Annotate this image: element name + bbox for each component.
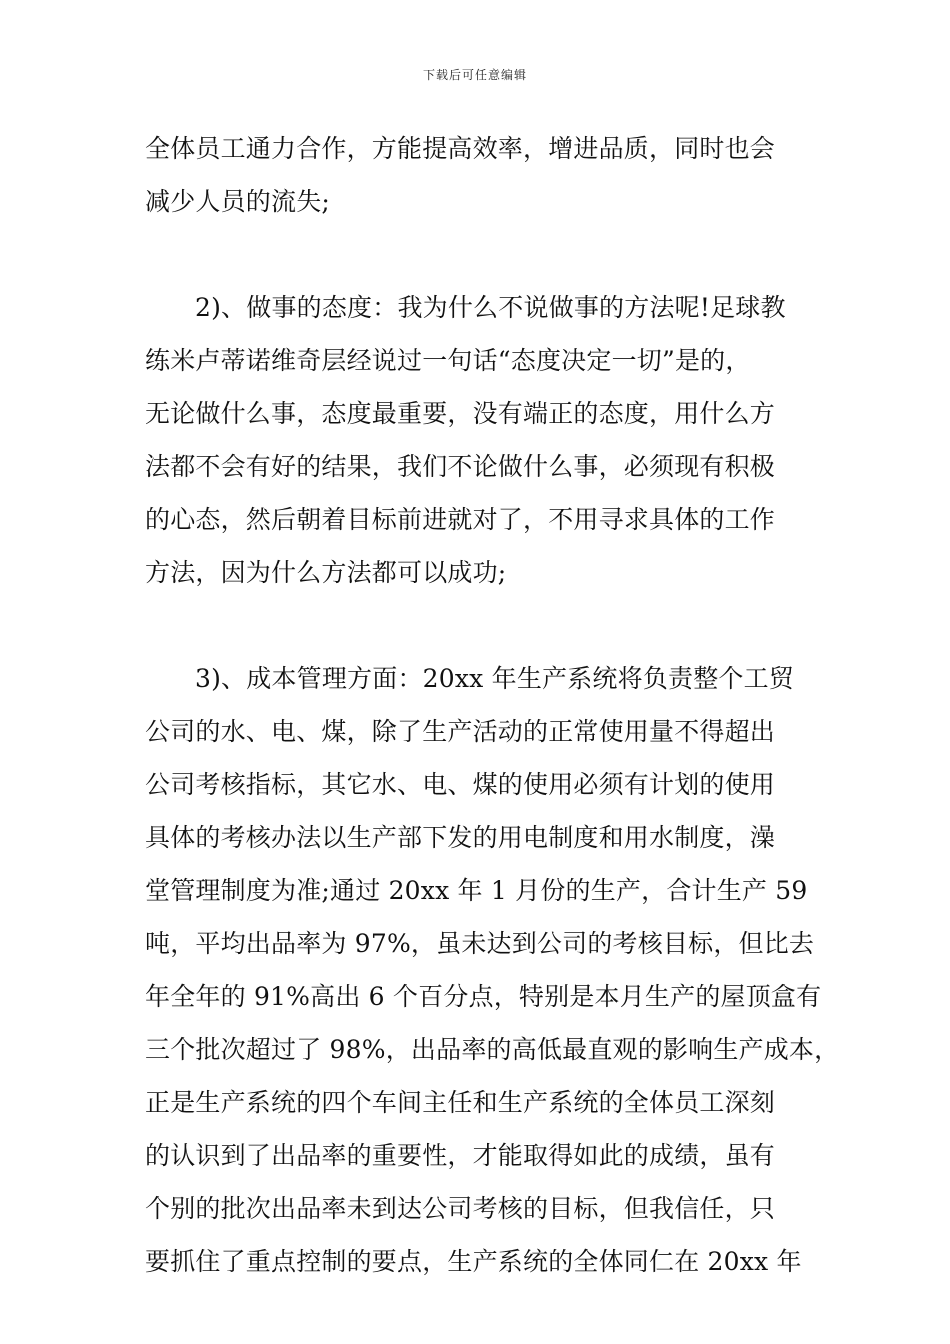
text-line: 年全年的 91%高出 6 个百分点，特别是本月生产的屋顶盒有 <box>145 982 822 1011</box>
text-line: 公司的水、电、煤，除了生产活动的正常使用量不得超出 <box>145 717 776 746</box>
text-line: 法都不会有好的结果，我们不论做什么事，必须现有积极 <box>145 452 776 481</box>
text-line: 全体员工通力合作，方能提高效率，增进品质，同时也会 <box>145 134 776 163</box>
text-line: 无论做什么事，态度最重要，没有端正的态度，用什么方 <box>145 399 776 428</box>
text-line: 的认识到了出品率的重要性，才能取得如此的成绩，虽有 <box>145 1141 776 1170</box>
text-line: 公司考核指标，其它水、电、煤的使用必须有计划的使用 <box>145 770 776 799</box>
paragraph-2 <box>145 281 815 599</box>
text-line: 正是生产系统的四个车间主任和生产系统的全体员工深刻 <box>145 1088 776 1117</box>
paragraph-gap <box>145 228 815 281</box>
paragraph-3 <box>145 652 840 1288</box>
text-line: 练米卢蒂诺维奇层经说过一句话“态度决定一切”是的， <box>145 346 751 375</box>
document-body <box>145 122 840 1288</box>
text-line: 堂管理制度为准;通过 20xx 年 1 月份的生产，合计生产 59 <box>145 876 808 905</box>
text-line: 个别的批次出品率未到达公司考核的目标，但我信任，只 <box>145 1194 776 1223</box>
text-line: 方法，因为什么方法都可以成功; <box>145 558 507 587</box>
text-line: 要抓住了重点控制的要点，生产系统的全体同仁在 20xx 年 <box>145 1247 802 1276</box>
text-line: 减少人员的流失; <box>145 187 331 216</box>
text-line: 2)、做事的态度：我为什么不说做事的方法呢!足球教 <box>195 293 786 322</box>
paragraph-gap <box>145 599 815 652</box>
paragraph-1 <box>145 122 815 228</box>
text-line: 吨，平均出品率为 97%，虽未达到公司的考核目标，但比去 <box>145 929 815 958</box>
text-line: 3)、成本管理方面：20xx 年生产系统将负责整个工贸 <box>195 664 795 693</box>
text-line: 具体的考核办法以生产部下发的用电制度和用水制度，澡 <box>145 823 776 852</box>
text-line: 三个批次超过了 98%，出品率的高低最直观的影响生产成本， <box>145 1035 840 1064</box>
page-header: 下载后可任意编辑 <box>422 68 527 82</box>
text-line: 的心态，然后朝着目标前进就对了，不用寻求具体的工作 <box>145 505 776 534</box>
